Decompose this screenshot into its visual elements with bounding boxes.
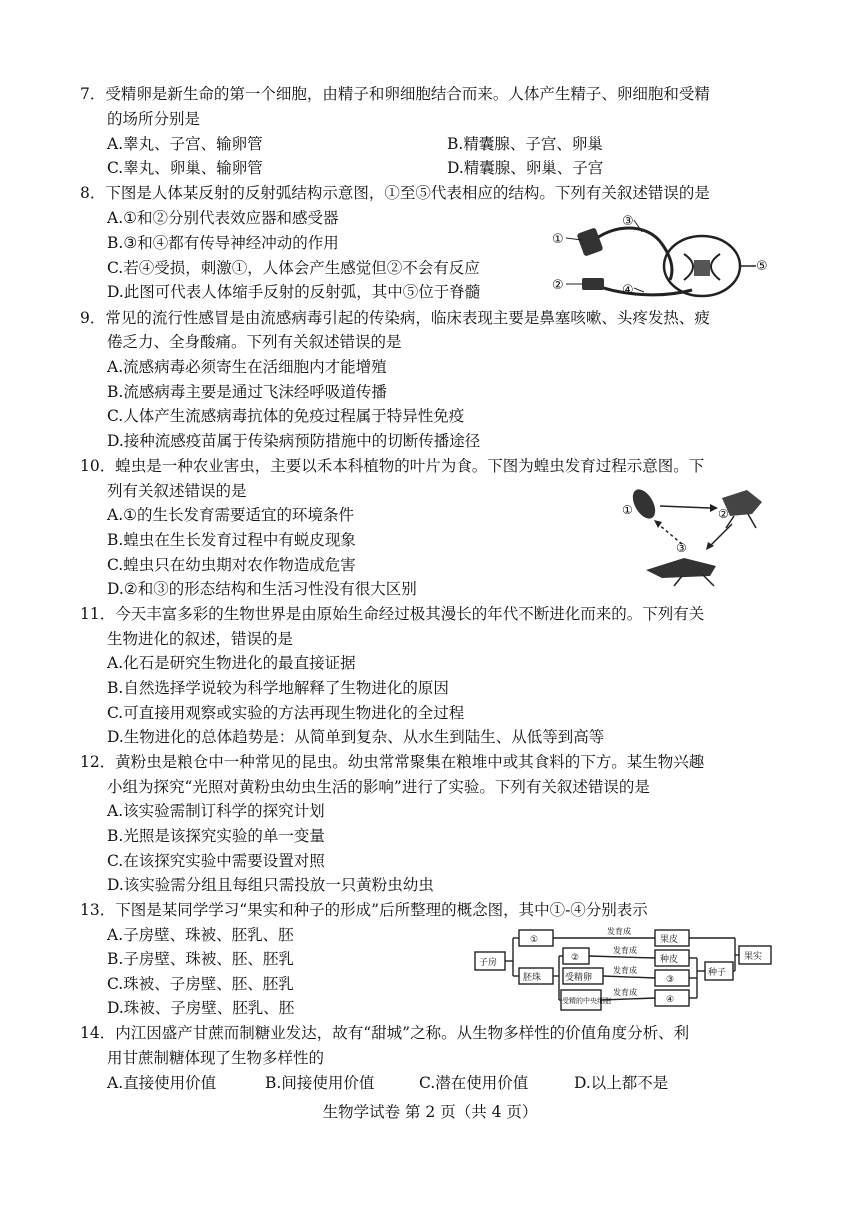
locust-label-1: ① bbox=[622, 503, 633, 517]
question-12-option-b: B.光照是该探究实验的单一变量 bbox=[107, 827, 325, 845]
reflex-label-2: ② bbox=[552, 278, 564, 293]
question-10-option-b: B.蝗虫在生长发育过程中有蜕皮现象 bbox=[107, 531, 356, 549]
concept-node-ovule: 胚珠 bbox=[523, 973, 542, 983]
locust-label-2: ② bbox=[718, 507, 729, 521]
question-10-stem-line1: 10．蝗虫是一种农业害虫，主要以禾本科植物的叶片为食。下图为蝗虫发育过程示意图。下 bbox=[80, 457, 705, 475]
question-12-stem-line2: 小组为探究“光照对黄粉虫幼虫生活的影响”进行了实验。下列有关叙述错误的是 bbox=[107, 778, 650, 796]
locust-label-3: ③ bbox=[676, 541, 687, 555]
question-11-stem-line2: 生物进化的叙述，错误的是 bbox=[107, 630, 294, 648]
question-10-option-c: C.蝗虫只在幼虫期对农作物造成危害 bbox=[107, 556, 356, 574]
question-11-option-a: A.化石是研究生物进化的最直接证据 bbox=[107, 654, 356, 672]
concept-node-fertilized-egg: 受精卵 bbox=[565, 973, 593, 983]
concept-node-4: ④ bbox=[666, 995, 675, 1005]
question-9-stem-line1: 9．常见的流行性感冒是由流感病毒引起的传染病，临床表现主要是鼻塞咳嗽、头疼发热、疲 bbox=[80, 309, 710, 327]
question-12-option-a: A.该实验需制订科学的探究计划 bbox=[107, 802, 325, 820]
reflex-label-3: ③ bbox=[622, 214, 634, 229]
question-7-stem-line1: 7．受精卵是新生命的第一个细胞，由精子和卵细胞结合而来。人体产生精子、卵细胞和受精 bbox=[80, 85, 710, 103]
page-footer: 生物学试卷 第 2 页（共 4 页） bbox=[322, 1103, 538, 1121]
question-14-option-d: D.以上都不是 bbox=[574, 1074, 669, 1092]
question-14-stem-line1: 14．内江因盛产甘蔗而制糖业发达，故有“甜城”之称。从生物多样性的价值角度分析、利 bbox=[80, 1024, 690, 1042]
question-12-option-d: D.该实验需分组且每组只需投放一只黄粉虫幼虫 bbox=[107, 876, 434, 894]
locust-development-figure bbox=[622, 484, 772, 588]
question-13-option-c: C.珠被、子房壁、胚、胚乳 bbox=[107, 975, 294, 993]
reflex-label-4: ④ bbox=[622, 283, 634, 298]
question-14-option-b: B.间接使用价值 bbox=[265, 1074, 375, 1092]
question-8-stem-line1: 8．下图是人体某反射的反射弧结构示意图，①至⑤代表相应的结构。下列有关叙述错误的是 bbox=[80, 184, 710, 202]
concept-node-2: ② bbox=[571, 953, 580, 963]
question-7-stem-line2: 的场所分别是 bbox=[107, 110, 201, 128]
concept-arrow-label-4: 发育成 bbox=[613, 988, 637, 997]
reflex-label-5: ⑤ bbox=[756, 259, 768, 274]
question-9-option-d: D.接种流感疫苗属于传染病预防措施中的切断传播途径 bbox=[107, 432, 481, 450]
question-8-option-b: B.③和④都有传导神经冲动的作用 bbox=[107, 234, 339, 252]
concept-node-1: ① bbox=[530, 935, 539, 945]
question-14-stem-line2: 用甘蔗制糖体现了生物多样性的 bbox=[107, 1049, 325, 1067]
concept-arrow-label-1: 发育成 bbox=[607, 927, 631, 936]
question-10-option-d: D.②和③的形态结构和生活习性没有很大区别 bbox=[107, 580, 417, 598]
question-11-stem-line1: 11．今天丰富多彩的生物世界是由原始生命经过极其漫长的年代不断进化而来的。下列有关 bbox=[80, 605, 705, 623]
concept-arrow-label-3: 发育成 bbox=[613, 966, 637, 975]
concept-node-3: ③ bbox=[666, 975, 675, 985]
question-11-option-d: D.生物进化的总体趋势是：从简单到复杂、从水生到陆生、从低等到高等 bbox=[107, 728, 605, 746]
question-12-option-c: C.在该探究实验中需要设置对照 bbox=[107, 852, 325, 870]
question-13-stem-line1: 13．下图是某同学学习“果实和种子的形成”后所整理的概念图，其中①-④分别表示 bbox=[80, 901, 648, 919]
question-7-option-d: D.精囊腺、卵巢、子宫 bbox=[447, 159, 604, 177]
reflex-arc-figure bbox=[552, 214, 770, 306]
question-8-option-d: D.此图可代表人体缩手反射的反射弧，其中⑤位于脊髓 bbox=[107, 283, 481, 301]
question-9-stem-line2: 倦乏力、全身酸痛。下列有关叙述错误的是 bbox=[107, 333, 402, 351]
fruit-seed-concept-map bbox=[473, 920, 773, 1014]
question-10-stem-line2: 列有关叙述错误的是 bbox=[107, 482, 247, 500]
concept-node-fruit: 果实 bbox=[744, 952, 763, 962]
question-10-option-a: A.①的生长发育需要适宜的环境条件 bbox=[107, 506, 355, 524]
question-12-stem-line1: 12．黄粉虫是粮仓中一种常见的昆虫。幼虫常常聚集在粮堆中或其食料的下方。某生物兴趣 bbox=[80, 753, 705, 771]
concept-node-pericarp: 果皮 bbox=[660, 935, 679, 945]
concept-node-seed: 种子 bbox=[708, 968, 727, 978]
question-13-option-d: D.珠被、子房壁、胚乳、胚 bbox=[107, 999, 295, 1017]
question-11-option-b: B.自然选择学说较为科学地解释了生物进化的原因 bbox=[107, 679, 449, 697]
question-7-option-a: A.睾丸、子宫、输卵管 bbox=[107, 135, 263, 153]
question-8-option-c: C.若④受损，刺激①，人体会产生感觉但②不会有反应 bbox=[107, 259, 480, 277]
concept-arrow-label-2: 发育成 bbox=[613, 946, 637, 955]
question-7-option-b: B.精囊腺、子宫、卵巢 bbox=[447, 135, 603, 153]
question-11-option-c: C.可直接用观察或实验的方法再现生物进化的全过程 bbox=[107, 704, 465, 722]
question-14-option-c: C.潜在使用价值 bbox=[419, 1074, 529, 1092]
question-13-option-a: A.子房壁、珠被、胚乳、胚 bbox=[107, 926, 294, 944]
question-7-option-c: C.睾丸、卵巢、输卵管 bbox=[107, 159, 263, 177]
question-14-option-a: A.直接使用价值 bbox=[107, 1074, 217, 1092]
question-9-option-c: C.人体产生流感病毒抗体的免疫过程属于特异性免疫 bbox=[107, 407, 465, 425]
question-9-option-b: B.流感病毒主要是通过飞沫经呼吸道传播 bbox=[107, 383, 387, 401]
question-9-option-a: A.流感病毒必须寄生在活细胞内才能增殖 bbox=[107, 358, 387, 376]
concept-node-ovary: 子房 bbox=[479, 958, 498, 968]
concept-node-seed-coat: 种皮 bbox=[660, 955, 679, 965]
concept-node-central-cell: 受精的中央细胞 bbox=[562, 997, 611, 1005]
question-13-option-b: B.子房壁、珠被、胚、胚乳 bbox=[107, 950, 294, 968]
reflex-label-1: ① bbox=[552, 232, 564, 247]
question-8-option-a: A.①和②分别代表效应器和感受器 bbox=[107, 209, 339, 227]
